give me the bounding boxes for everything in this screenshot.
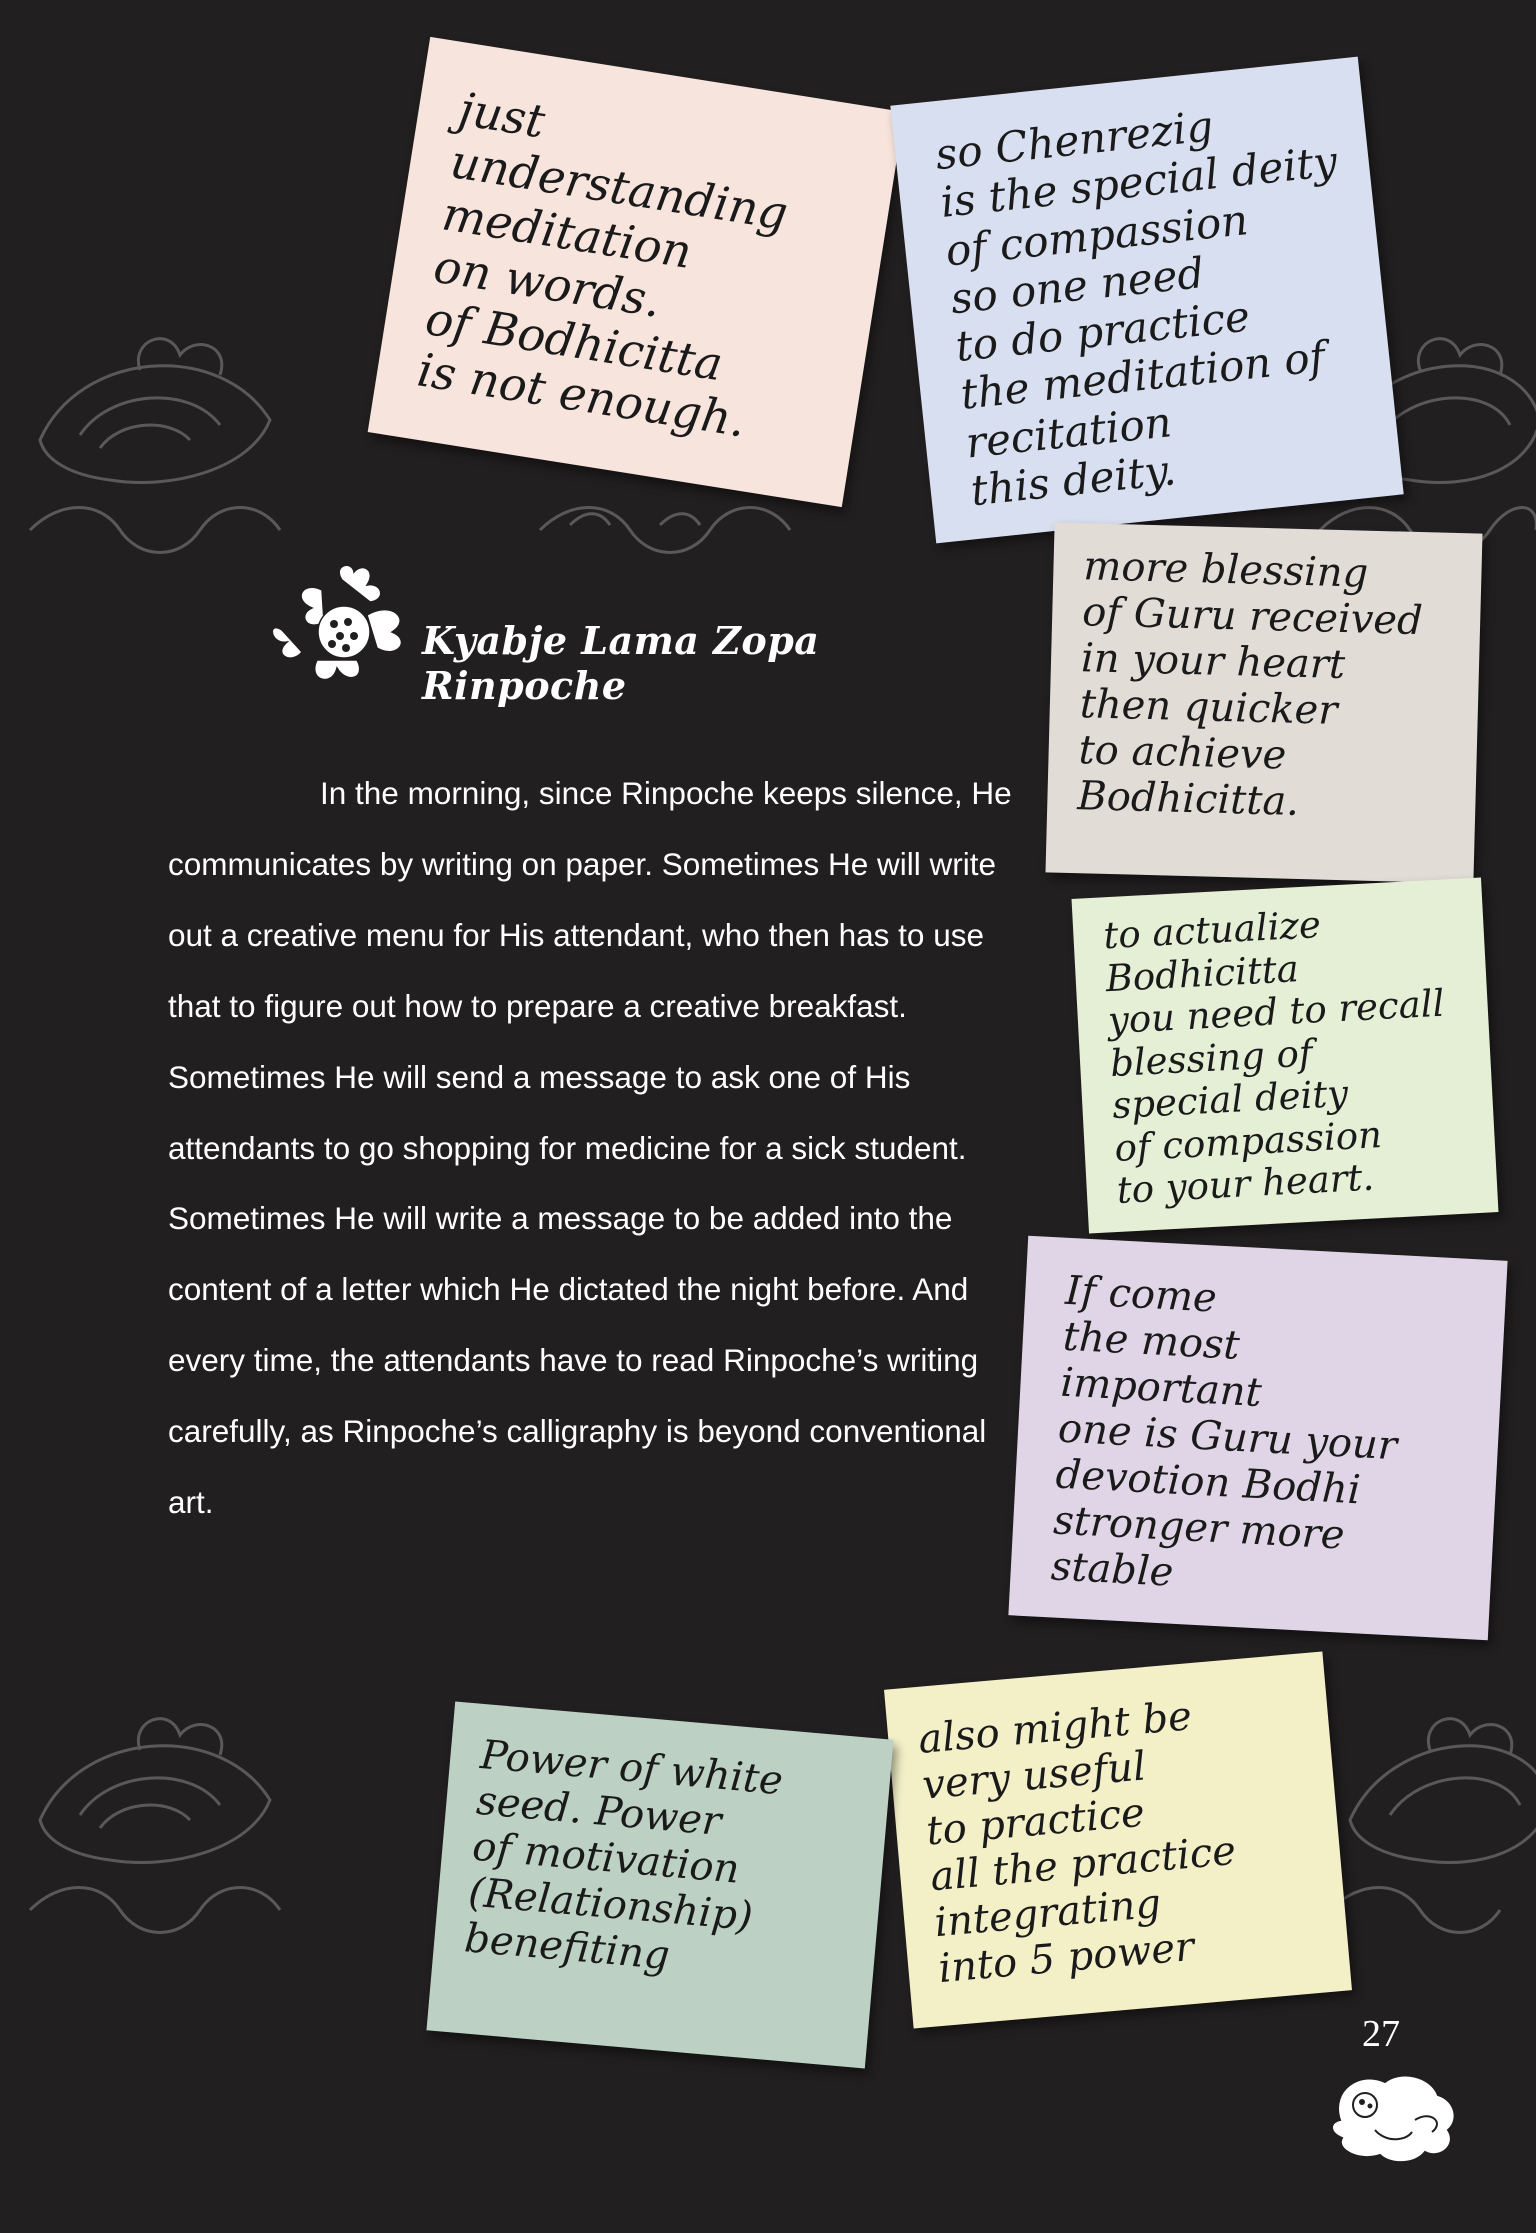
note-1-handwriting: just understanding meditation on words. of Bodhicitta is not enough. [413, 81, 792, 449]
note-3-handwriting: more blessing of Guru received in your heart then quicker to achieve Bodhicitta. [1076, 543, 1424, 825]
body-paragraph: In the morning, since Rinpoche keeps silence, He communicates by writing on paper. Sometimes He will write out a creative menu for His attendant, who then has to use that to figure out how to prepare a creative breakfast. Sometimes He will send a message to ask one of His attendants to go shopping for medicine for a sick student. Sometimes He will write a message to be added into the content of a letter which He dictated the night before. And every time, the attendants have to read Rinpoche’s writing carefully, as Rinpoche’s calligraphy is beyond conventional art. [168, 775, 1012, 1521]
note-5-handwriting: If come the most important one is Guru your devotion Bodhi stronger more stable [1049, 1267, 1399, 1596]
page-number: 27 [1362, 2013, 1400, 2055]
note-7-handwriting: Power of white seed. Power of motivation (Relationship) benefiting [462, 1731, 785, 1980]
lotus-flower-icon [262, 560, 422, 690]
handwritten-note-6 [884, 1651, 1352, 2028]
note-6-handwriting: also might be very useful to practice all the practice integrating into 5 power [916, 1693, 1238, 1993]
note-2-handwriting: so Chenrezig is the special deity of compassion so one need to do practice the meditation of recitation this deity. [933, 101, 1340, 516]
page-title: Kyabje Lama Zopa Rinpoche [422, 618, 820, 708]
snow-lion-icon [1320, 2060, 1470, 2170]
handwritten-note-5 [1008, 1236, 1507, 1641]
handwritten-note-2 [890, 57, 1403, 544]
handwritten-note-4 [1072, 878, 1499, 1234]
handwritten-note-3 [1045, 522, 1482, 883]
handwritten-note-1 [368, 37, 905, 507]
handwritten-note-7 [426, 1701, 893, 2068]
title-block [262, 560, 922, 708]
note-4-handwriting: to actualize Bodhicitta you need to recall blessing of special deity of compassion to your heart. [1102, 902, 1446, 1213]
